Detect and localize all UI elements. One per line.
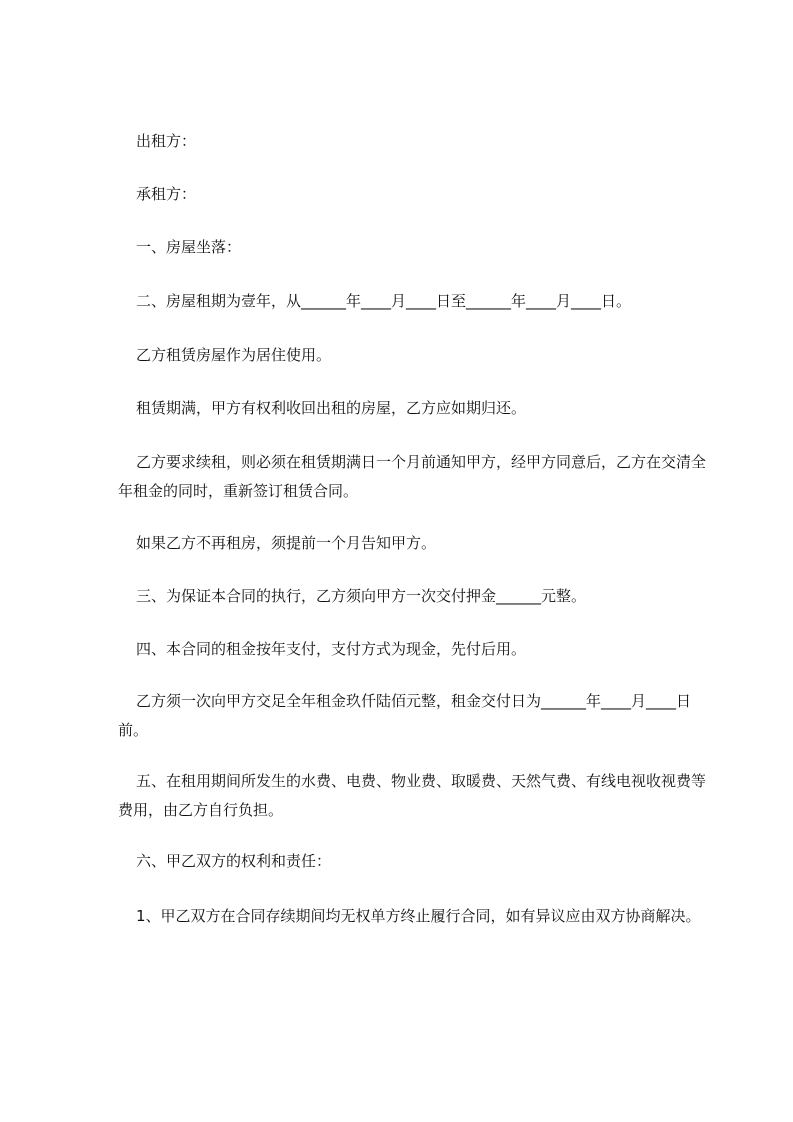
clause-3-deposit: 三、为保证本合同的执行，乙方须向甲方一次交付押金______元整。 <box>136 587 587 605</box>
clause-4-rent-amount: 乙方须一次向甲方交足全年租金玖仟陆佰元整，租金交付日为______年____月____日前。 <box>118 692 692 739</box>
clause-5-expenses: 五、在租用期间所发生的水费、电费、物业费、取暖费、天然气费、有线电视收视费等费用，由乙方自行负担。 <box>118 772 707 819</box>
clause-2-term: 二、房屋租期为壹年，从______年____月____日至______年____月____日。 <box>136 292 632 310</box>
clause-1-location: 一、房屋坐落： <box>136 238 242 256</box>
clause-4-rent-payment: 四、本合同的租金按年支付，支付方式为现金，先付后用。 <box>136 640 527 658</box>
clause-6-item-1: 1、甲乙双方在合同存续期间均无权单方终止履行合同，如有异议应由双方协商解决。 <box>136 907 701 925</box>
clause-2-usage: 乙方租赁房屋作为居住使用。 <box>136 346 332 364</box>
clause-2-expiry: 租赁期满，甲方有权利收回出租的房屋，乙方应如期归还。 <box>136 399 527 417</box>
clause-2-notice: 如果乙方不再租房，须提前一个月告知甲方。 <box>136 534 437 552</box>
clause-6-rights-heading: 六、甲乙双方的权利和责任： <box>136 852 332 870</box>
clause-2-renewal: 乙方要求续租，则必须在租赁期满日一个月前通知甲方，经甲方同意后，乙方在交清全年租金的同时，重新签订租赁合同。 <box>118 453 707 500</box>
lessor-line: 出租方： <box>136 132 197 150</box>
lessee-line: 承租方： <box>136 185 197 203</box>
